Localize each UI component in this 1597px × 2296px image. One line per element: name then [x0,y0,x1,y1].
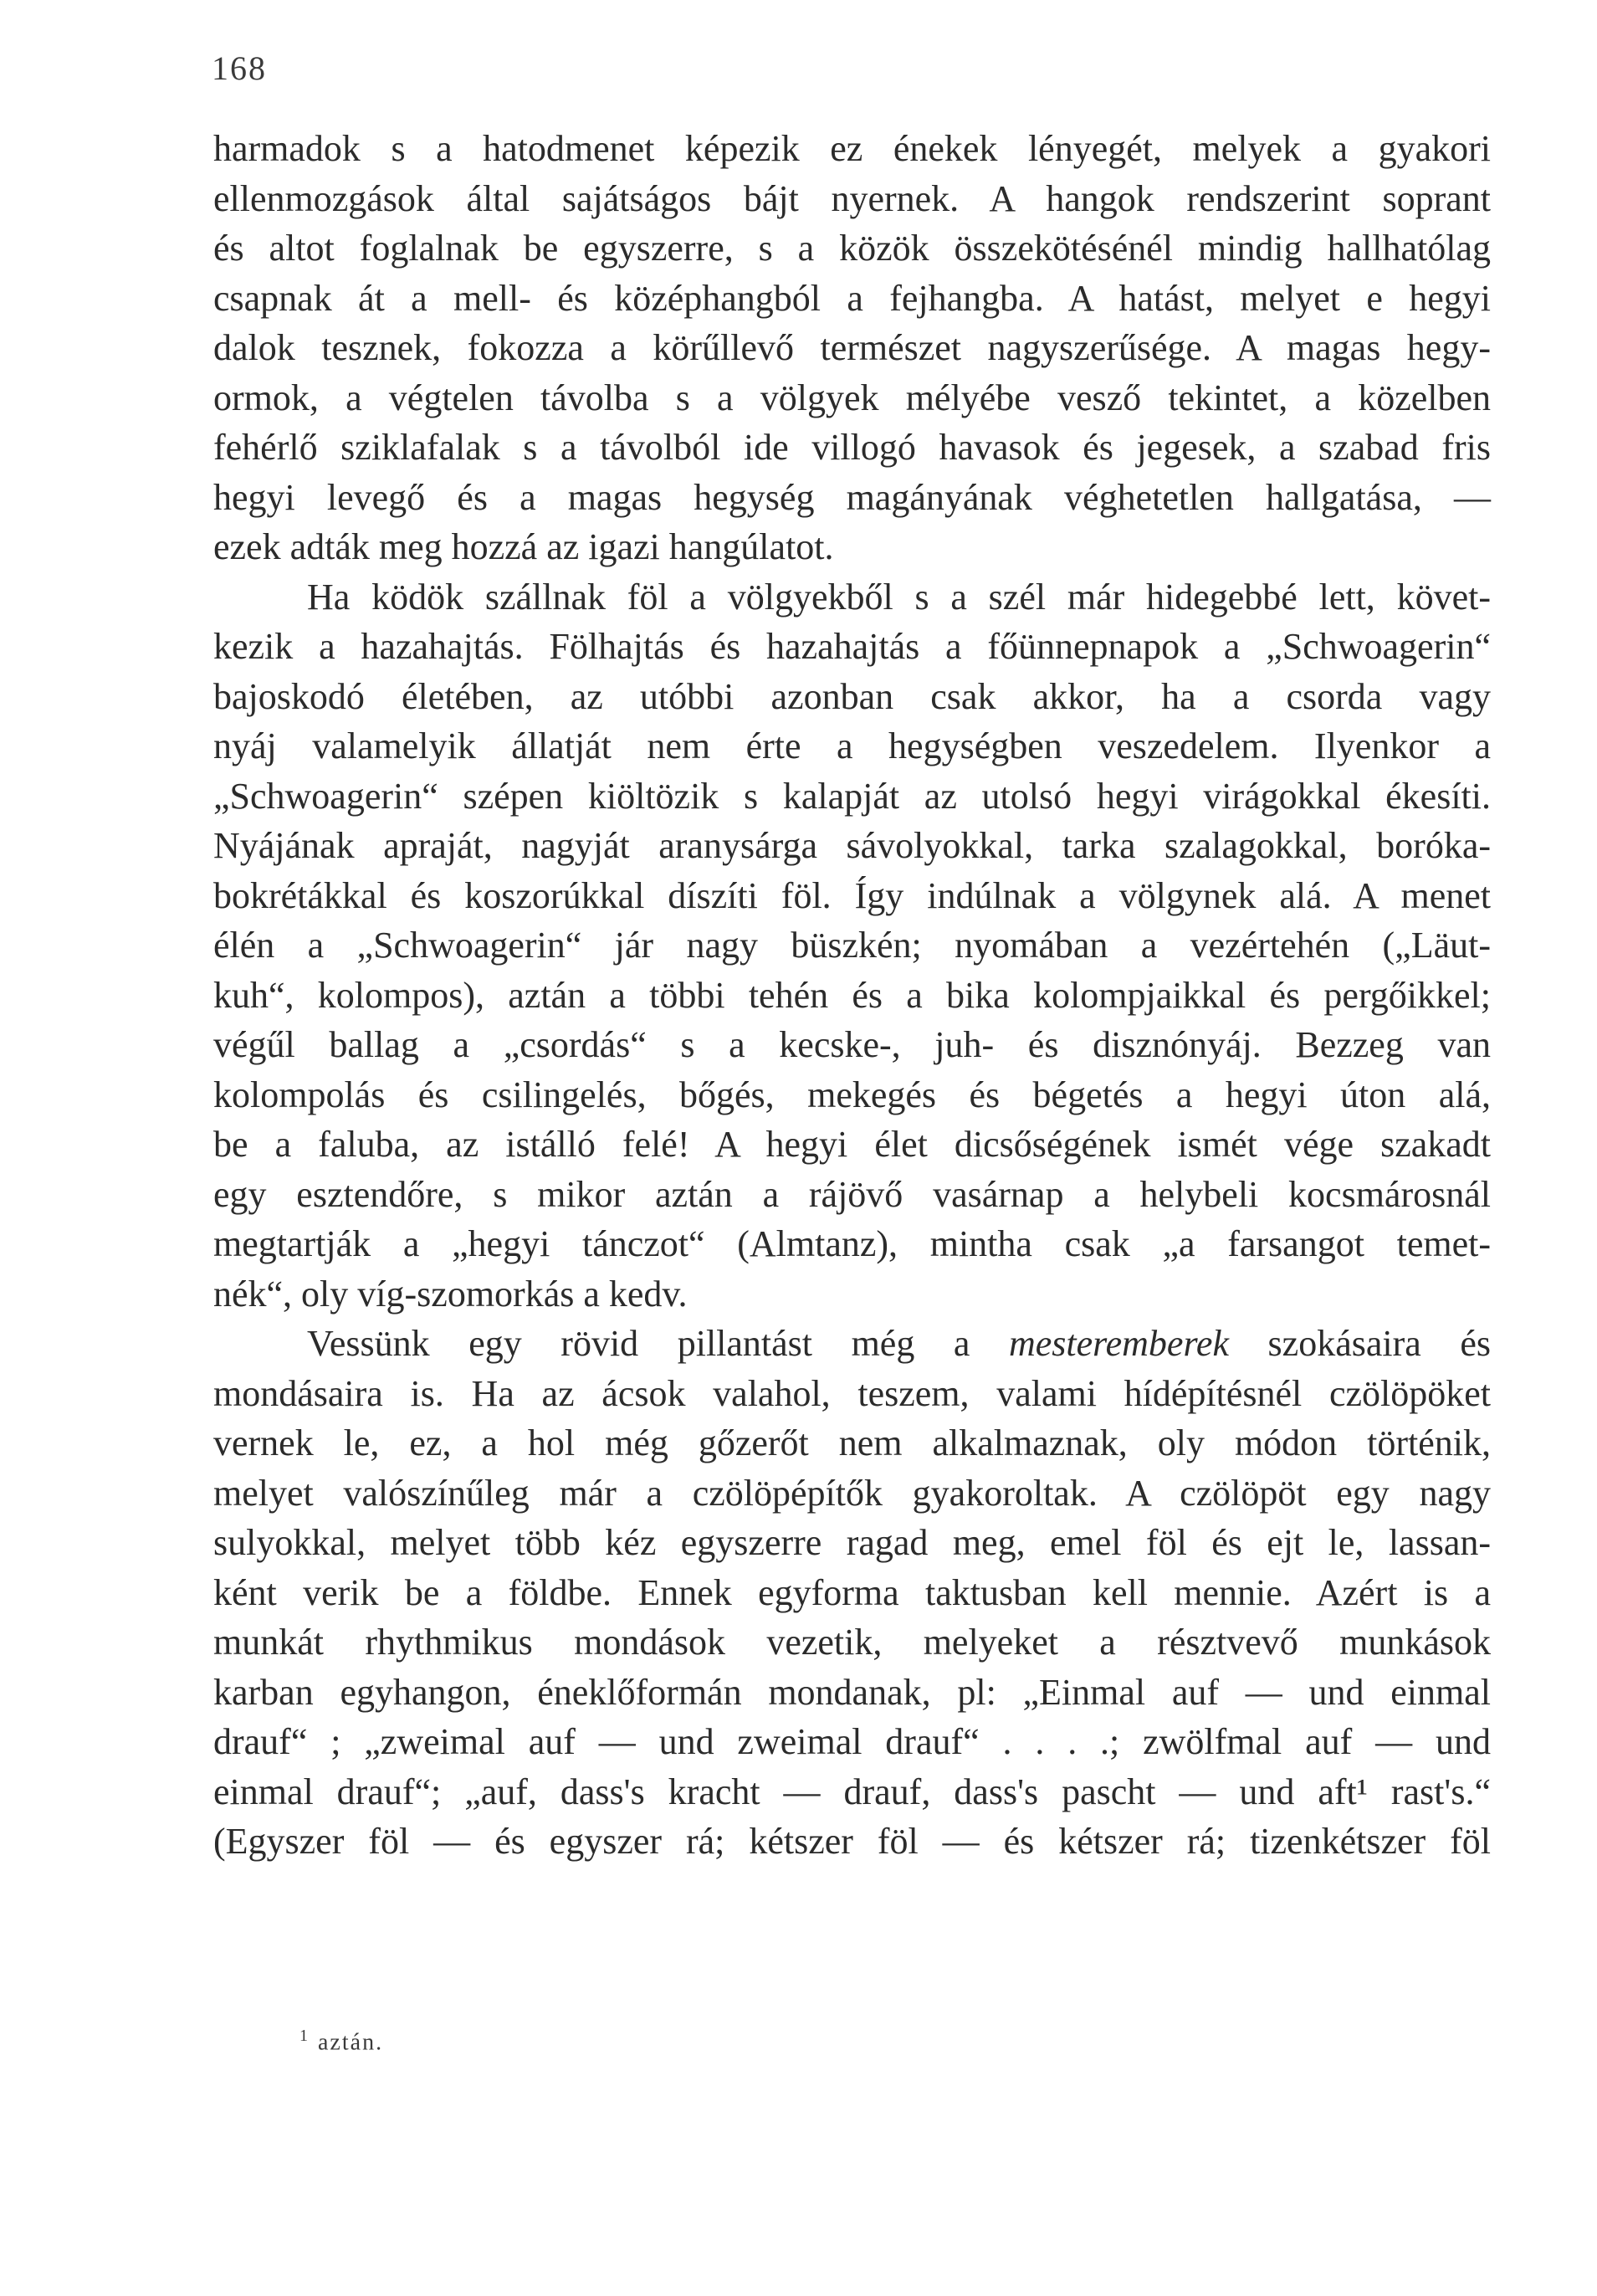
text-line: kuh“, kolompos), aztán a többi tehén és a bika kolompjaikkal és pergőikkel; [213,974,1491,1016]
text-line: ellenmozgások által sajátságos bájt nyernek. A hangok rendszerint soprant [213,177,1491,219]
text-line: mondásaira is. Ha az ácsok valahol, teszem, valami hídépítésnél czölöpöket [213,1372,1491,1414]
text-line: karban egyhangon, éneklőformán mondanak, pl: „Einmal auf — und einmal [213,1671,1491,1713]
text-line: (Egyszer föl — és egyszer rá; kétszer föl — és kétszer rá; tizenkétszer föl [213,1821,1491,1862]
text-line: bokrétákkal és koszorúkkal díszíti föl. Így indúlnak a völgynek alá. A menet [213,874,1491,916]
text-line: vernek le, ez, a hol még gőzerőt nem alkalmaznak, oly módon történik, [213,1422,1491,1463]
text-line: sulyokkal, melyet több kéz egyszerre ragad meg, emel föl és ejt le, lassan- [213,1522,1491,1563]
text-line: egy esztendőre, s mikor aztán a rájövő vasárnap a helybeli kocsmárosnál [213,1173,1491,1215]
text-line: drauf“ ; „zweimal auf — und zweimal drauf“ . . . .; zwölfmal auf — und [213,1721,1491,1762]
text-line: élén a „Schwoagerin“ jár nagy büszkén; nyomában a vezértehén („Läut- [213,925,1491,966]
text-line: „Schwoagerin“ szépen kiöltözik s kalapját az utolsó hegyi virágokkal ékesíti. [213,775,1491,817]
text-line-emphasis [213,1319,1491,1369]
page-number: 168 [212,49,267,87]
body-text [213,124,1491,1867]
text-line: bajoskodó életében, az utóbbi azonban csak akkor, ha a csorda vagy [213,675,1491,717]
text-line: munkát rhythmikus mondások vezetik, melyeket a résztvevő munkások [213,1622,1491,1663]
text-line: Nyájának apraját, nagyját aranysárga sávolyokkal, tarka szalagokkal, boróka- [213,825,1491,866]
text-line: harmadok s a hatodmenet képezik ez énekek lényegét, melyek a gyakori [213,128,1491,169]
text-line: ezek adták meg hozzá az igazi hangúlatot. [213,526,834,567]
text-line: kezik a hazahajtás. Fölhajtás és hazahajtás a főünnepnapok a „Schwoagerin“ [213,626,1491,667]
footnote [299,2027,383,2056]
emphasis-after: szokásaira és [1229,1323,1491,1364]
text-line: einmal drauf“; „auf, dass's kracht — drauf, dass's pascht — und aft¹ rast's.“ [213,1771,1491,1812]
text-line: és altot foglalnak be egyszerre, s a közök összekötésénél mindig hallhatólag [213,228,1491,269]
text-line: nék“, oly víg-szomorkás a kedv. [213,1273,688,1315]
text-line: ként verik be a földbe. Ennek egyforma taktusban kell mennie. Azért is a [213,1571,1491,1613]
text-line: be a faluba, az istálló felé! A hegyi élet dicsőségének ismét vége szakadt [213,1124,1491,1165]
text-line: végűl ballag a „csordás“ s a kecske-, juh- és disznónyáj. Bezzeg van [213,1024,1491,1065]
text-line: csapnak át a mell- és középhangból a fejhangba. A hatást, melyet e hegyi [213,277,1491,319]
text-line: melyet valószínűleg már a czölöpépítők gyakoroltak. A czölöpöt egy nagy [213,1472,1491,1514]
text-line: megtartják a „hegyi tánczot“ (Almtanz), mintha csak „a farsangot temet- [213,1223,1491,1264]
emphasis-before: Vessünk egy rövid pillantást még a [307,1323,1009,1364]
text-line: kolompolás és csilingelés, bőgés, mekegés és bégetés a hegyi úton alá, [213,1074,1491,1115]
text-line: ormok, a végtelen távolba s a völgyek mélyébe vesző tekintet, a közelben [213,377,1491,418]
text-line: Ha ködök szállnak föl a völgyekből s a szél már hidegebbé lett, követ- [307,576,1491,618]
text-line: nyáj valamelyik állatját nem érte a hegységben veszedelem. Ilyenkor a [213,725,1491,766]
text-line: dalok tesznek, fokozza a körűllevő természet nagyszerűsége. A magas hegy- [213,327,1491,368]
footnote-text: aztán. [318,2029,384,2056]
text-line: fehérlő sziklafalak s a távolból ide villogó havasok és jegesek, a szabad fris [213,427,1491,468]
emphasized-term: mesteremberek [1008,1323,1229,1364]
text-line: hegyi levegő és a magas hegység magányának véghetetlen hallgatása, — [213,476,1491,518]
footnote-marker: 1 [299,2027,310,2045]
